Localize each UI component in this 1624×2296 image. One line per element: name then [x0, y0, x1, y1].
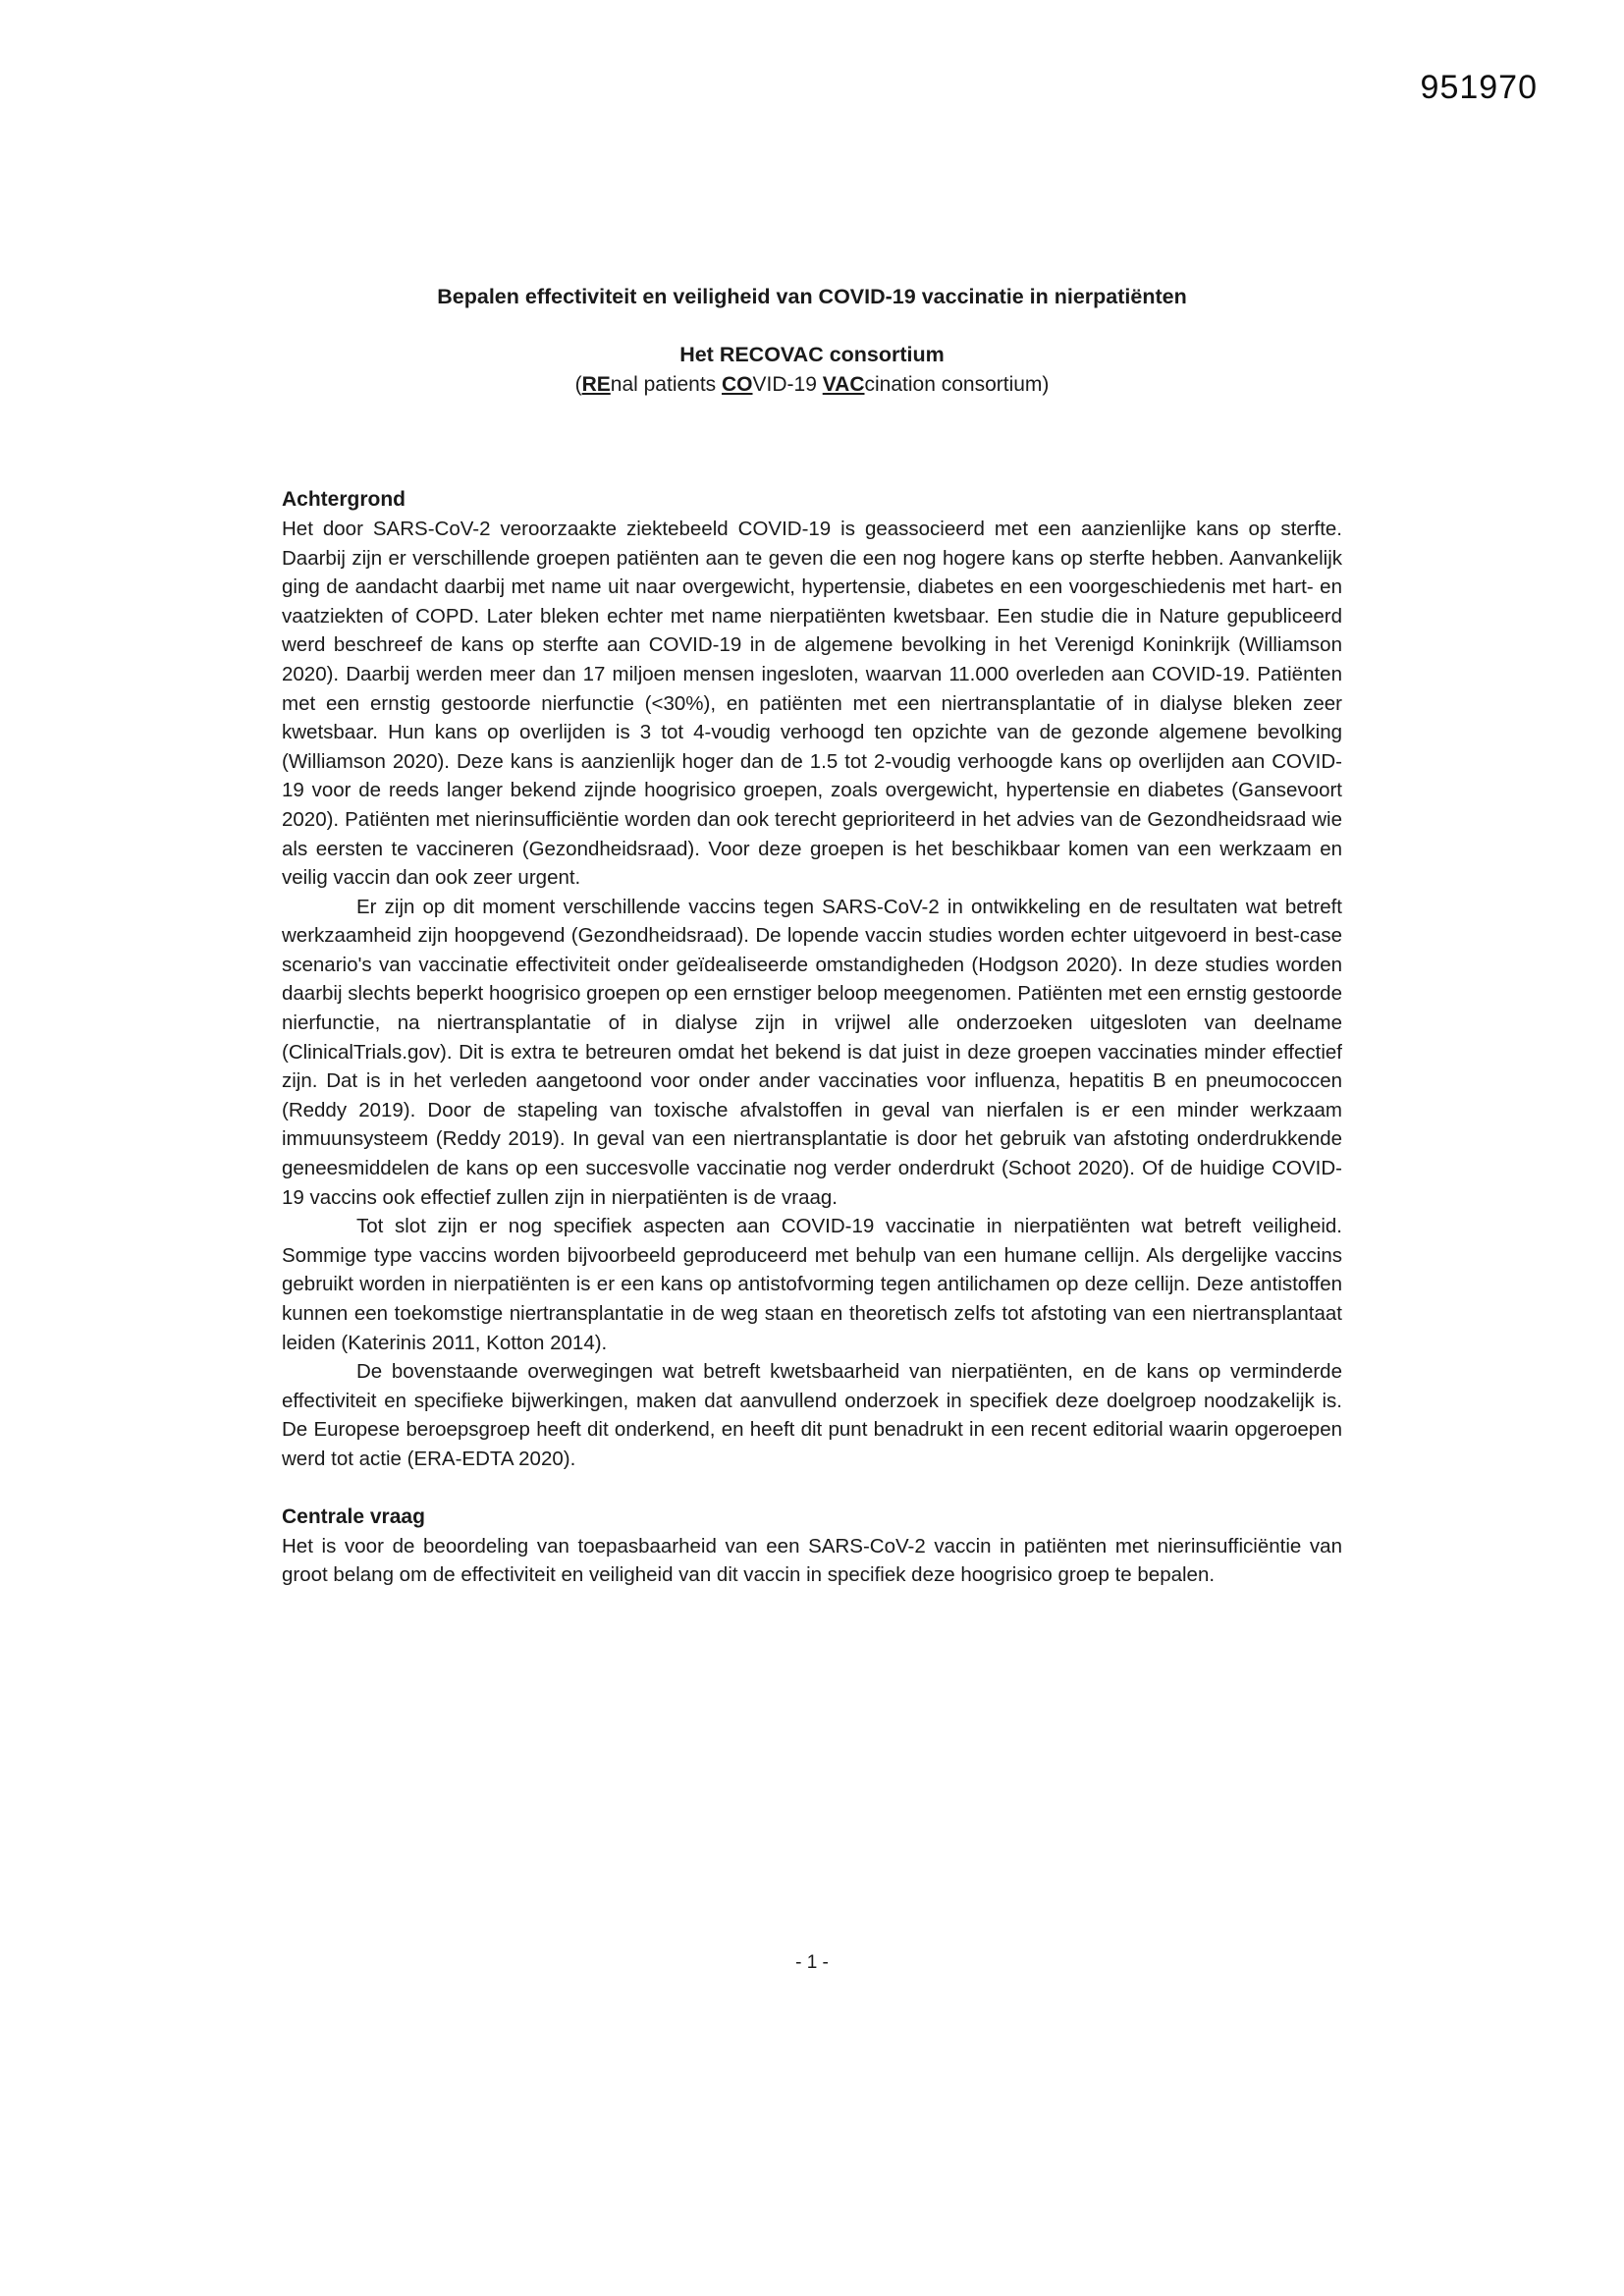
- subtitle-part: (: [574, 372, 582, 396]
- document-title: Bepalen effectiviteit en veiligheid van COVID-19 vaccinatie in nierpatiënten: [437, 285, 1187, 308]
- subtitle-part: VID-19: [752, 372, 823, 396]
- section-heading: Achtergrond: [282, 488, 406, 512]
- subtitle-part-vac: VAC: [822, 372, 865, 396]
- document-body: [282, 0, 1342, 1590]
- section-achtergrond: [282, 485, 1342, 1473]
- paragraph: Het door SARS-CoV-2 veroorzaakte ziektebeeld COVID-19 is geassocieerd met een aanzienlijke kans op sterfte. Daarbij zijn er verschillende groepen patiënten aan te geven die een nog hogere kans op sterfte hebben. Aanvankelijk ging de aandacht daarbij met name uit naar overgewicht, hypertensie, diabetes en een voorgeschiedenis met hart- en vaatziekten of COPD. Later bleken echter met name nierpatiënten kwetsbaar. Een studie die in Nature gepubliceerd werd beschreef de kans op sterfte aan COVID-19 in de algemene bevolking in het Verenigd Koninkrijk (Williamson 2020). Daarbij werden meer dan 17 miljoen mensen ingesloten, waarvan 11.000 overleden aan COVID-19. Patiënten met een ernstig gestoorde nierfunctie (<30%), en patiënten met een niertransplantatie of in dialyse bleken zeer kwetsbaar. Hun kans op overlijden is 3 tot 4-voudig verhoogd ten opzichte van de gezonde algemene bevolking (Williamson 2020). Deze kans is aanzienlijk hoger dan de 1.5 tot 2-voudig verhoogde kans op overlijden aan COVID-19 voor de reeds langer bekend zijnde hoogrisico groepen, zoals overgewicht, hypertensie en diabetes (Gansevoort 2020). Patiënten met nierinsufficiëntie worden dan ook terecht geprioriteerd in het advies van de Gezondheidsraad wie als eersten te vaccineren (Gezondheidsraad). Voor deze groepen is het beschikbaar komen van een werkzaam en veilig vaccin dan ook zeer urgent.: [282, 517, 1342, 890]
- section-heading: Centrale vraag: [282, 1505, 425, 1529]
- title-block: [282, 0, 1342, 399]
- subtitle-part-co: CO: [722, 372, 753, 396]
- document-number: 951970: [1420, 69, 1538, 106]
- consortium-title: Het RECOVAC consortium: [679, 343, 945, 367]
- paragraph: De bovenstaande overwegingen wat betreft kwetsbaarheid van nierpatiënten, en de kans op verminderde effectiviteit en specifieke bijwerkingen, maken dat aanvullend onderzoek in specifiek deze doelgroep noodzakelijk is. De Europese beroepsgroep heeft dit onderkend, en heeft dit punt benadrukt in een recent editorial waarin opgeroepen werd tot actie (ERA-EDTA 2020).: [282, 1360, 1342, 1470]
- consortium-expansion: [282, 370, 1342, 400]
- page-number: - 1 -: [795, 1952, 829, 1973]
- paragraph: Tot slot zijn er nog specifiek aspecten aan COVID-19 vaccinatie in nierpatiënten wat betreft veiligheid. Sommige type vaccins worden bijvoorbeeld geproduceerd met behulp van een humane cellijn. Als dergelijke vaccins gebruikt worden in nierpatiënten is er een kans op antistofvorming tegen antilichamen op deze cellijn. Deze antistoffen kunnen een toekomstige niertransplantatie in de weg staan en theoretisch zelfs tot afstoting van een niertransplantaat leiden (Katerinis 2011, Kotton 2014).: [282, 1215, 1342, 1354]
- subtitle-part-re: RE: [581, 372, 611, 396]
- paragraph: Er zijn op dit moment verschillende vaccins tegen SARS-CoV-2 in ontwikkeling en de resultaten wat betreft werkzaamheid zijn hoopgevend (Gezondheidsraad). De lopende vaccin studies worden echter uitgevoerd in best-case scenario's van vaccinatie effectiviteit onder geïdealiseerde omstandigheden (Hodgson 2020). In deze studies worden daarbij slechts beperkt hoogrisico groepen op een ernstiger beloop meegenomen. Patiënten met een ernstig gestoorde nierfunctie, na niertransplantatie of in dialyse zijn in vrijwel alle onderzoeken uitgesloten van deelname (ClinicalTrials.gov). Dit is extra te betreuren omdat het bekend is dat juist in deze groepen vaccinaties minder effectief zijn. Dat is in het verleden aangetoond voor onder ander vaccinaties voor influenza, hepatitis B en pneumococcen (Reddy 2019). Door de stapeling van toxische afvalstoffen in geval van nierfalen is er een minder werkzaam immuunsysteem (Reddy 2019). In geval van een niertransplantatie is door het gebruik van afstoting onderdrukkende geneesmiddelen de kans op een succesvolle vaccinatie nog verder onderdrukt (Schoot 2020). Of de huidige COVID-19 vaccins ook effectief zullen zijn in nierpatiënten is de vraag.: [282, 895, 1342, 1209]
- subtitle-part: cination consortium): [864, 372, 1050, 396]
- section-centrale-vraag: [282, 1503, 1342, 1590]
- paragraph: Het is voor de beoordeling van toepasbaarheid van een SARS-CoV-2 vaccin in patiënten met nierinsufficiëntie van groot belang om de effectiviteit en veiligheid van dit vaccin in specifiek deze hoogrisico groep te bepalen.: [282, 1534, 1342, 1587]
- subtitle-part: nal patients: [610, 372, 723, 396]
